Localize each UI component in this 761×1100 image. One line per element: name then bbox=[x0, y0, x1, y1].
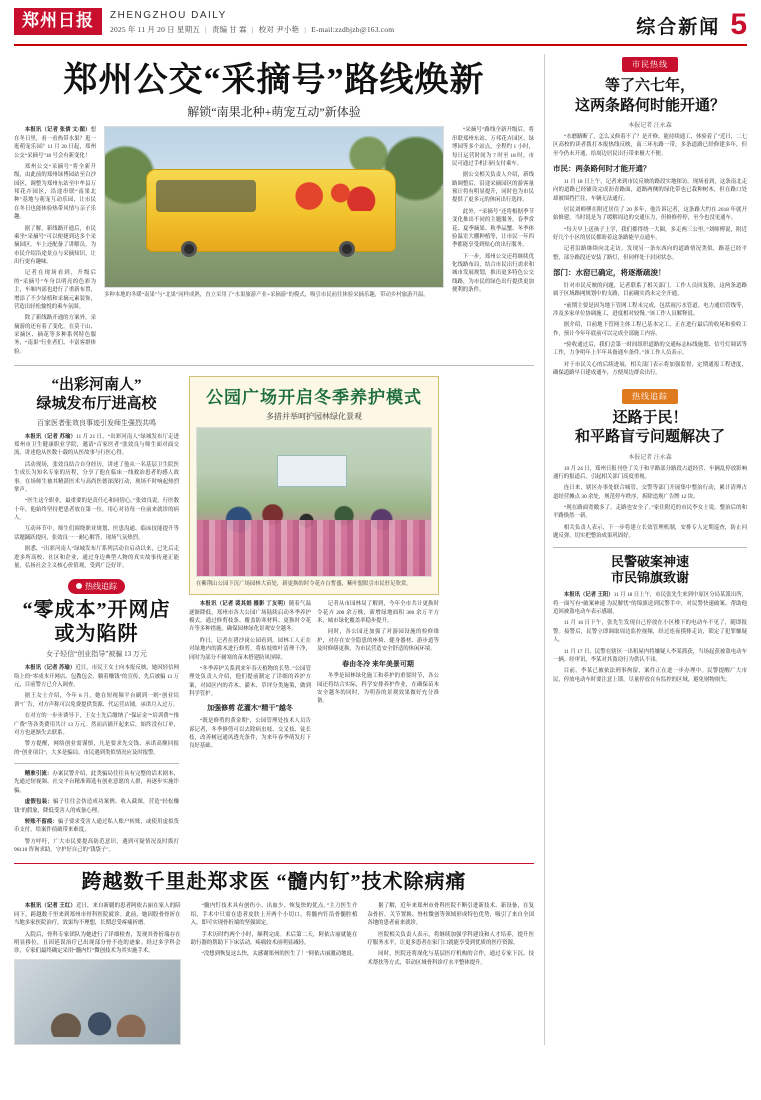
lead-para-4: 记者在现场看到，升级后的“采摘号”车身以明亮的色彩为主，车厢内部也进行了重新布置，增添了不少绿植和采摘元素装饰，营造出轻松愉悦的乘车氛围。 bbox=[14, 270, 96, 310]
park-photo-flowers bbox=[197, 520, 431, 576]
extra-sub-2: 虚假包装： bbox=[24, 799, 53, 806]
hotline-s1-p4: 记者沿路继续向北走访，发现另一条东西向的道路情况类似，路基已经平整，部分路段还安装了路灯，但同样处于封闭状态。 bbox=[553, 246, 747, 261]
park-headline: 公园广场开启冬季养护模式 bbox=[206, 388, 422, 408]
lead-text-column-right bbox=[452, 126, 534, 359]
park-body-col-2 bbox=[317, 600, 439, 753]
park-photo-caption: 在紫荆山公园下沉广场园林大苗处，新更换的时令花卉白皙盛、紫叶盟眼引市民驻足欣赏。 bbox=[196, 581, 412, 588]
chuca-headline-line1: “出彩河南人” bbox=[51, 377, 142, 394]
road-p4: 相关负责人表示，下一步将建立长效管理机制，安排专人定期巡查，防止问题反弹，切实把整治成果巩固好。 bbox=[553, 524, 747, 540]
article-chuca bbox=[14, 376, 179, 857]
medical-headline: 跨越数千里赴郑求医 “髓内钉”技术除病痛 bbox=[81, 871, 467, 894]
police-p1: 11 月 18 日上午，市民张先生来到中原区分局某派出所，将一面写有“破案神速 为民解忧”的锦旗送到民警手中，对民警快速破案、帮助他追回被盗电动车表示感谢。 bbox=[553, 592, 747, 616]
lead-para-5: 除了新线路开通的方案外，采摘游的还有着了变化。在莫干山、采摘区、摘花等多种系列特色服务，“南果”行业者们、丰富客群体验。 bbox=[14, 315, 96, 355]
divider-2 bbox=[14, 763, 179, 764]
park-box bbox=[189, 376, 439, 595]
park-para-2: 昨日，记者在碧沙岗公园看到，园林工人正在对绿地内的灌木进行修剪，将枯枝败叶清理干净，同时为部分不耐寒的苗木搭建防风屏障。 bbox=[189, 637, 311, 661]
divider-3 bbox=[14, 863, 534, 864]
chuca-byline: 本报讯（记者 苏瑜） bbox=[24, 433, 77, 440]
hotline-headline-line2: 这两条路何时能开通？ bbox=[574, 97, 725, 114]
hotline-s2-p5: 对于市民关心的后续进展，相关部门表示将加强监督，定期通报工程进度，确保道路早日建成通车，方便周边群众出行。 bbox=[553, 361, 747, 377]
zerocost-headline: “零成本”开网店或为陷阱 bbox=[22, 599, 171, 646]
road-headline-line2: 和平路盲亏问题解决了 bbox=[574, 429, 725, 445]
publish-date: 2025 年 11 月 20 日 星期五 bbox=[110, 25, 200, 34]
editor-credit: 责编 甘 霖 bbox=[211, 25, 247, 34]
park-sub-left-text: “既是修剪的黄金期”，公园管理处技术人员告诉记者，冬季修剪可以去除病虫枝、交叉枝、徒长枝，改善树冠通风透光条件，为来年春季萌发打下良好基础。 bbox=[189, 718, 311, 750]
medical-para-7: 医院相关负责人表示，将继续加强学科建设和人才培养，提升医疗服务水平，让更多患者在家门口就能享受到优质的医疗资源。 bbox=[367, 931, 535, 946]
zerocost-byline: 本报讯（记者 苏瑜） bbox=[24, 665, 76, 672]
road-byline: 本报记者 汪永森 bbox=[628, 454, 672, 461]
park-sub-right-text: 冬季是园林绿化施工和养护的重要时节，各公园还将结合实际，科学安排养护作业，在确保苗木安全越冬的同时，为明春的景观效果做好充分准备。 bbox=[317, 673, 439, 705]
lead-para-2: 郑州公交“采摘号”将全新升级，由此前的郑州绿博园站至白沙园区，调整为郑州东站至中牟县万邦花卉园区，沿途串联“南果北种”基地与萌宠互动乐园，让市民在冬日也能体验热带风情与亲子乐趣。 bbox=[14, 163, 96, 221]
lead-body bbox=[14, 126, 534, 359]
zerocost-extra: 精准引流：办案民警介绍，此类骗局往往具有完整的话术剧本，先通过短视频、社交平台精准筛选有创业意愿的人群，再逐步实施诈骗。 虚假包装：骗子往往会伪造成功案例、收入截图，营造"轻松赚钱"的假象，降低受害人的戒备心理。 转账不留痕：骗子要求受害人通过私人账户转账，或使用虚拟货币支付，给案件侦破带来难度。 警方呼吁，广大市民要提高防范意识，遇到可疑情况及时拨打 96110 咨询求助，守护好自己的"钱袋子"。 bbox=[14, 771, 179, 854]
road-p3: “现在路面宽敞多了，走路也安全了。”家住附近的市民李女士说，整治后的和平路焕然一新。 bbox=[553, 505, 747, 520]
proofreader-credit: 校对 尹小艳 bbox=[258, 25, 300, 34]
tracking-tag-wrap bbox=[553, 386, 747, 404]
park-sub-right: 春由冬冷 来年美景可期 bbox=[342, 659, 414, 668]
chuca-para-2: 活动现场，张效良结合自身经历，讲述了他从一名基层卫生院医生成长为知名专家的历程，分享了他在临床一线救治患者的感人故事。在场师生被其精湛医术与高尚医德深深打动，现场不时响起热烈掌声。 bbox=[14, 461, 179, 493]
extra-sub-1: 精准引流： bbox=[24, 771, 53, 778]
park-photo bbox=[196, 427, 432, 577]
page-number: 5 bbox=[730, 8, 747, 41]
medical-para-6: 据了解，近年来郑州市骨科医院不断引进新技术、新设备，在复杂骨折、关节置换、脊柱微创等领域形成特色优势，吸引了来自全国各地的患者前来就诊。 bbox=[367, 903, 535, 927]
park-sub-left: 加强修剪 花灌木“精干”越冬 bbox=[207, 704, 293, 713]
hotline-headline-line1: 等了六七年， bbox=[604, 78, 695, 94]
column-tag-label: 热线追踪 bbox=[85, 581, 117, 591]
lead-right-para-1: “采摘号”路线全新升级后，将串联郑州东站、万邦花卉园区、绿博园等多个站点，全程约 1 小时，每日运营时间为 7 时至 18 时，市民可通过手机扫码支付乘车。 bbox=[452, 127, 534, 167]
masthead bbox=[14, 8, 747, 46]
article-park bbox=[189, 376, 439, 857]
police-p3: 11 月 17 日，民警在辖区一出租屋内将嫌疑人李某抓获，当场起获被盗电动车一辆。经审讯，李某对其盗窃行为供认不讳。 bbox=[553, 648, 747, 663]
lead-subheadline: 解锁“南果北种+萌宠互动”新体验 bbox=[187, 105, 361, 120]
zerocost-body: 本报讯（记者 苏瑜）近日，市民王女士向本报反映，她因轻信网络上的“零成本开网店、包教包会、躺着赚钱”的宣传，先后被骗 13 万元，目前警方已介入调查。 据王女士介绍，今年 8 月，她在短视频平台刷到一则“创业培训”广告，对方声称可以免费提供货源、代运营店铺，承诺月入过万。 在对方的一步步诱导下，王女士先后缴纳了“保证金”“培训费”“推广费”等各类费用共计 13 万元。然而店铺开起来后，始终没有订单，对方也逐渐失去联系。 警方提醒，网络创业需谨慎，凡是要求先交钱、承诺高额回报的“创业项目”，大多是骗局。市民遇到类似情况应及时报警。 bbox=[14, 665, 179, 756]
newspaper-logo: 郑州日报 bbox=[14, 8, 102, 35]
lead-article bbox=[14, 62, 534, 359]
medical-col-2 bbox=[191, 902, 358, 1044]
park-body-columns bbox=[189, 600, 439, 753]
photo-bus bbox=[146, 169, 396, 252]
lead-text-column-1 bbox=[14, 126, 96, 359]
chuca-body bbox=[14, 433, 179, 571]
park-para-1: 随着气温逐渐降低，郑州市各大公园广场陆续启动冬季养护模式，通过修剪枝条、覆盖防寒材料、更换时令花卉等多种措施，确保园林绿化景观安全越冬。 bbox=[189, 601, 311, 633]
hotline-body bbox=[553, 133, 747, 378]
hotline-tag-wrap bbox=[553, 54, 747, 72]
lead-right-para-4: 下一步，郑州公交还将继续优化线路布局，结合市民出行需求和城市发展规划，推出更多特色公交线路，为市民的绿色出行提供更加便利的条件。 bbox=[452, 253, 534, 294]
tracking-tag: 热线追踪 bbox=[622, 389, 678, 404]
police-headline: 民警破案神速 市民锦旗致谢 bbox=[610, 553, 689, 586]
medical-byline: 本报讯（记者 王红） bbox=[24, 903, 76, 910]
section-name: 综合新闻 bbox=[636, 16, 721, 38]
divider-4 bbox=[553, 547, 747, 548]
medical-col-3 bbox=[367, 902, 534, 1044]
medical-para-4: 手术历时约两个小时，顺利完成。术后第二天，阿依古丽就能在助行器的帮助下下床活动，疼痛较术前明显减轻。 bbox=[190, 931, 358, 946]
lead-photo-caption: 多种本地的冬暖“南果”与“北果”同样成熟，直立采用了“水果旅游产业+采摘游”的模式，吸引市民前往体验采摘乐趣，带动乡村旅游升温。 bbox=[104, 292, 429, 299]
police-p4: 目前，李某已被依法刑事拘留，案件正在进一步办理中。民警提醒广大市民，停放电动车时要注意上锁，尽量停放在有监控的区域，避免财物损失。 bbox=[553, 668, 747, 683]
chuca-para-5: 据悉，“出彩河南人”绿城发布厅系列活动自启动以来，已先后走进多所高校、社区和企业，通过身边典型人物的真实故事传递正能量，弘扬社会主义核心价值观，受到广泛好评。 bbox=[14, 546, 179, 569]
road-p1: 10 月 24 日，郑州日报刊登了关于和平路部分路段占道经营、车辆乱停放影响通行的报道后，引起相关部门高度重视。 bbox=[553, 465, 747, 480]
extra-sub-3: 转账不留痕： bbox=[24, 818, 58, 825]
park-body-col-1 bbox=[189, 600, 311, 753]
hotline-s2-p1: 针对市民反映的问题，记者联系了相关部门。工作人员回复称，这两条道路属于区域路网规划中的支路，目前确实尚未完全开通。 bbox=[553, 282, 747, 298]
newspaper-logo-english: ZHENGZHOU DAILY bbox=[110, 10, 227, 21]
chuca-para-4: 互动环节中，师生们围绕职业规划、医患沟通、临床技能提升等话题踊跃提问，张效良一一耐心解答，现场气氛热烈。 bbox=[14, 526, 179, 541]
hotline-para-0: “水磨路断了，怎么又修着不了？是开修，能持续通工，体验着了”近日，二七区高校的读者拨打本报热线反映，南三环东路一带，多条道路已经修建多年，但至今仍未开通，给周边居民出行带来极大不便。 bbox=[553, 134, 747, 157]
hotline-s2-p4: “验收通过后，我们会第一时间组织道路的交通标志标线施划、信号灯调试等工作，力争明年上半年具备通车条件。”该工作人员表示。 bbox=[553, 342, 747, 357]
road-headline bbox=[553, 409, 747, 448]
hotline-sub-1: 市民：两条路何时才能开通？ bbox=[553, 164, 651, 174]
police-byline: 本报讯（记者 王阳） bbox=[563, 592, 614, 599]
right-column bbox=[544, 54, 747, 1045]
lead-right-para-3: 此外，“采摘号”还将根据季节变化推出不同的主题服务，春季赏花、夏季摘果、秋季品蟹、冬季体验温室大棚种植等，让市民一年四季都能享受到贴心的出行服务。 bbox=[452, 208, 534, 249]
medical-para-2: 入院后，骨科专家团队为她进行了详细检查，发现其骨折端存在明显移位，且因延误治疗已出现部分骨不连的迹象。经过多学科会诊，专家们最终确定采用“髓内钉”微创技术为其实施手术。 bbox=[14, 931, 181, 955]
chuca-para-3: “医生这个职业，最重要的是责任心和同情心。”张效良说，行医数十年，他始终坚持把患者放在第一位，用心对待每一位前来就诊的病人。 bbox=[14, 498, 179, 522]
hotline-s2-p2: “前期主要是因为地下管网工程未完成，包括雨污水管道、电力通信管线等，涉及多家单位协调施工，进度相对较慢。”该工作人员解释说。 bbox=[553, 302, 747, 317]
zerocost-subheadline: 女子轻信“创业指导”被骗 13 万元 bbox=[46, 650, 147, 659]
chuca-para-1: 11 月 21 日，“出彩河南人”绿城发布厅走进郑州市卫生健康职业学院，邀请“百家医者”张效良与师生面对面交流，讲述他从医数十载的从医故事与行医心得。 bbox=[14, 433, 179, 457]
medical-columns bbox=[14, 902, 534, 1044]
masthead-meta bbox=[110, 8, 394, 35]
park-photo-sign bbox=[277, 455, 347, 488]
hotline-s1-p1: 11 月 18 日上午，记者来到市民反映的路段实地探访。现场看到，这条南北走向的道路已经铺设完成沥青路面，道路两侧的绿化带也已栽种树木，但在路口处却被围挡拦住，车辆无法通行。 bbox=[553, 178, 747, 202]
page-columns bbox=[14, 54, 747, 1045]
hotline-byline: 本报记者 汪永森 bbox=[628, 123, 672, 129]
hotline-sub-2: 部门：水窑已确定，将逐渐疏浚！ bbox=[553, 268, 666, 278]
hotline-tag: 市民热线 bbox=[622, 57, 678, 72]
park-para-3: “冬季养护关系到来年春天植物的长势。”公园管理处负责人介绍，他们提前制定了详细的养护方案，对园区内的乔木、灌木、草坪分类施策，做到科学管护。 bbox=[189, 665, 311, 697]
column-tag-zheng bbox=[68, 579, 125, 594]
medical-para-1: 近日，来自新疆的患者阿依古丽在家人的陪同下，跨越数千里来到郑州市骨科医院就诊。此前，她因股骨骨折在当地多家医院治疗，效果均不理想，长期忍受疼痛折磨。 bbox=[14, 903, 181, 927]
medical-para-5: “没想到恢复这么快，太感谢郑州的医生了！”阿依古丽激动地说。 bbox=[201, 951, 358, 958]
article-medical bbox=[14, 870, 534, 1044]
lead-para-3: 据了解，新线路开通后，市民乘坐“采摘号”可以便捷到达多个采摘园区。车上还配备了讲解员，为市民介绍沿途景点与采摘知识，让出行更有趣味。 bbox=[14, 225, 96, 266]
hotline-s1-p3: “每天早上送孩子上学，我们都得绕一大圈，多走两三公里。”刘师傅说，附近好几个小区的居民都盼着这条路能早点通车。 bbox=[553, 226, 747, 241]
lead-photo bbox=[104, 126, 444, 288]
masthead-section-area bbox=[636, 8, 747, 40]
police-p2: 11 月 16 日下午，张先生发现自己停放在小区楼下的电动车不见了，随即报警。接警后，民警立即调取周边监控视频，经过连夜摸排走访，锁定了犯罪嫌疑人。 bbox=[553, 620, 747, 644]
road-headline-line1: 还路于民！ bbox=[612, 409, 688, 426]
chuca-headline-line2: 绿城发布厅进高校 bbox=[36, 395, 157, 412]
lead-para-1: 想在冬日里，看一看热带水果？逛一逛萌宠乐园？11 月 20 日起，郑州公交“采摘号”18 号会有新变化！ bbox=[14, 127, 96, 159]
park-subheadline: 多措并举呵护园林绿化景观 bbox=[266, 412, 362, 422]
medical-para-3: “髓内钉技术具有创伤小、出血少、恢复快的优点。”主刀医生介绍，手术中只需在患者皮肤上开两个小切口，将髓内钉沿骨髓腔植入，即可实现骨折端的坚强固定。 bbox=[190, 903, 358, 927]
road-body bbox=[553, 465, 747, 541]
hotline-s1-p2: 居民刘师傅在附近居住了 20 多年，他告诉记者，这条路大约在 2018 年就开始修建，当时说是为了缓解周边的交通压力，但修修停停，至今也没见通车。 bbox=[553, 206, 747, 222]
lead-headline: 郑州公交“采摘号”路线焕新 bbox=[63, 62, 485, 99]
main-column bbox=[14, 54, 534, 1045]
police-body bbox=[553, 591, 747, 684]
park-byline: 本报讯（记者 裴其娟 摄影 丁友明） bbox=[199, 601, 289, 608]
lead-photo-wrap bbox=[104, 126, 444, 359]
chuca-headline bbox=[14, 376, 179, 414]
medical-col-1 bbox=[14, 902, 181, 1044]
medical-para-8: 同时，医院还将深化与基层医疗机构的合作，通过专家下沉、技术帮扶等方式，带动区域骨科诊疗水平整体提升。 bbox=[367, 951, 535, 966]
park-right-para-1: 记者从市园林局了解到，今年全市共计更换时令花卉 200 余万株，新增绿地面积 300 余万平方米，城市绿化覆盖率稳步提升。 bbox=[317, 601, 439, 624]
tag-dot-icon bbox=[76, 583, 82, 589]
divider-1 bbox=[14, 365, 534, 366]
park-right-para-2: 同时，各公园还加强了对游园设施的检修维护，对存在安全隐患的座椅、健身器材、游步道等及时修缮更换，为市民营造安全舒适的休闲环境。 bbox=[317, 629, 439, 653]
road-p2: 连日来，辖区办事处联合城管、交警等部门开展集中整治行动，累计清理占道经营摊点 30 余处，规范停车秩序，拆除违规广告牌 12 块。 bbox=[553, 485, 747, 500]
section-two bbox=[14, 376, 534, 857]
column-tag-wrap bbox=[14, 576, 179, 594]
lead-byline: 本报讯（记者 张倩 文/图） bbox=[24, 127, 91, 134]
masthead-dateline: 2025 年 11 月 20 日 星期五 | 责编 甘 霖 | 校对 尹小艳 | E-mail:zzdbjzb@163.com bbox=[110, 25, 395, 34]
hotline-s2-p3: 据介绍，目前地下管网主体工程已基本完工，正在进行最后的收尾和验收工作，预计今年年底前可以完成全部施工内容。 bbox=[553, 322, 747, 337]
email-address: E-mail:zzdbjzb@163.com bbox=[311, 25, 395, 34]
chuca-subheadline: 百家医者张效良事迹引发师生强烈共鸣 bbox=[37, 418, 156, 427]
medical-photo bbox=[14, 959, 181, 1045]
hotline-headline bbox=[553, 77, 747, 116]
lead-right-para-2: 据公交相关负责人介绍，新线路调整后，沿途采摘园区的游客量预计将有明显提升，同时也为市民提供了更多元的休闲出行选择。 bbox=[452, 172, 534, 204]
